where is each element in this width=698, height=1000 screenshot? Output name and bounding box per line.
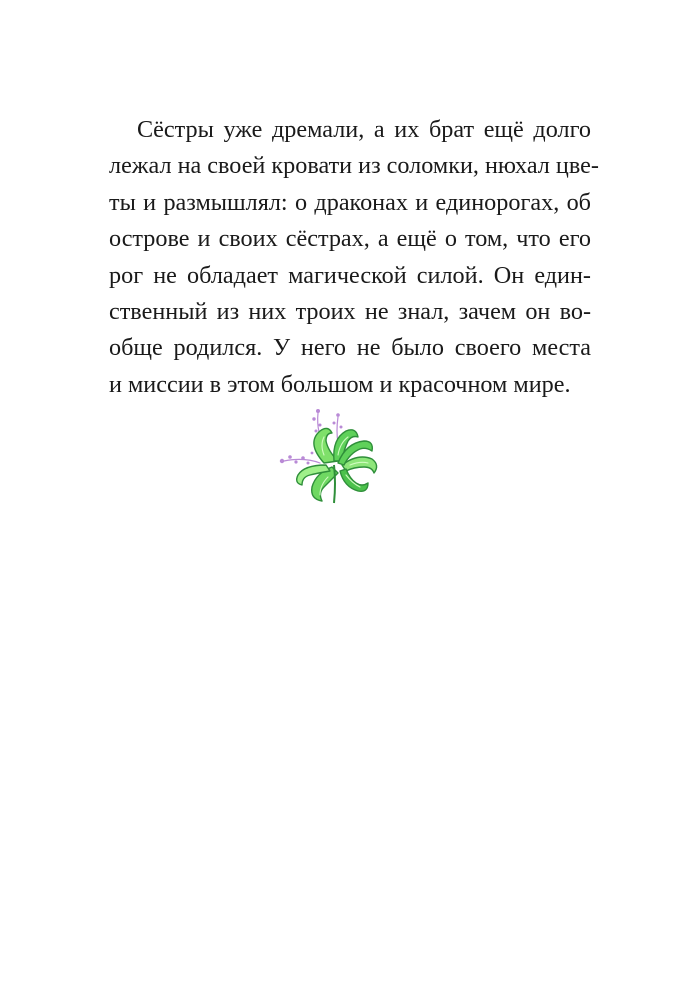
paragraph-line: обще родился. У него не было своего места <box>109 334 591 362</box>
paragraph-line: лежал на своей кровати из соломки, нюхал цве- <box>109 152 599 180</box>
paragraph-line: рог не обладает магической силой. Он един- <box>109 261 591 289</box>
paragraph-line: Сёстры уже дремали, а их брат ещё долго <box>137 116 591 143</box>
paragraph-line: и миссии в этом большом и красочном мире. <box>109 370 571 398</box>
body-paragraph <box>109 112 599 403</box>
paragraph-line: ты и размышлял: о драконах и единорогах, об <box>109 188 591 216</box>
flower-sprig-icon <box>276 403 392 511</box>
paragraph-line: ственный из них троих не знал, зачем он во- <box>109 298 591 326</box>
paragraph-line: острове и своих сёстрах, а ещё о том, что его <box>109 225 591 253</box>
